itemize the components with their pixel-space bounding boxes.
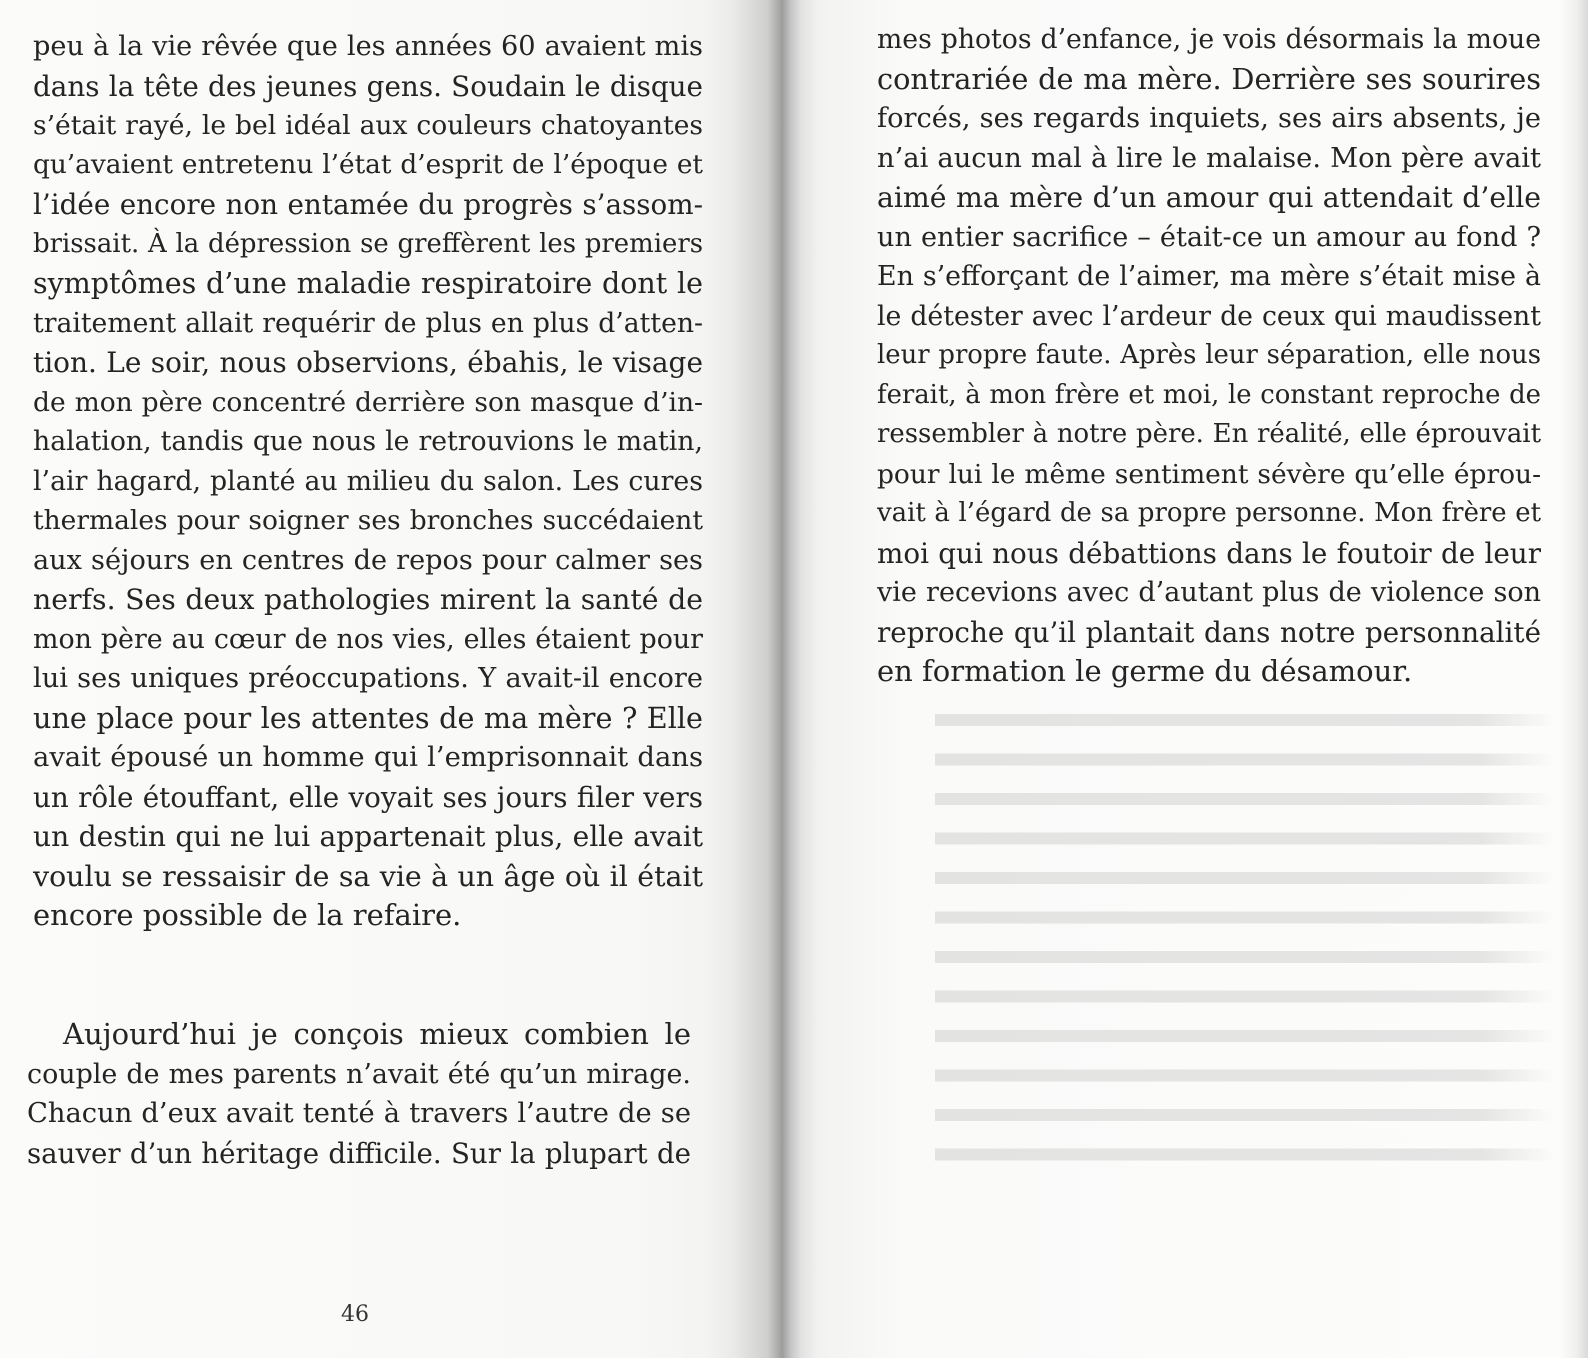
- text-line: moi qui nous débattions dans le foutoir de leur: [877, 536, 1541, 570]
- text-line: le détester avec l’ardeur de ceux qui maudissent: [877, 300, 1541, 332]
- text-line: un rôle étouffant, elle voyait ses jours filer vers: [33, 780, 703, 814]
- text-line: aux séjours en centres de repos pour calmer ses: [33, 544, 703, 576]
- left-paragraph-1: [33, 27, 703, 936]
- text-line: l’air hagard, planté au milieu du salon. Les cures: [33, 465, 703, 497]
- text-line: n’ai aucun mal à lire le malaise. Mon père avait: [877, 142, 1541, 174]
- text-line: en formation le germe du désamour.: [877, 654, 1413, 688]
- left-paragraph-2: [27, 1015, 691, 1173]
- text-line: encore possible de la refaire.: [33, 898, 462, 932]
- text-line: pour lui le même sentiment sévère qu’elle éprou-: [877, 458, 1541, 490]
- page-edge-shadow: [1560, 0, 1588, 1358]
- text-line: qu’avaient entretenu l’état d’esprit de l’époque et: [33, 149, 703, 180]
- text-line: vait à l’égard de sa propre personne. Mon frère et: [877, 498, 1541, 528]
- text-line: traitement allait requérir de plus en plus d’atten-: [33, 307, 703, 339]
- text-line: couple de mes parents n’avait été qu’un mirage.: [27, 1058, 691, 1090]
- text-line: vie recevions avec d’autant plus de violence son: [877, 577, 1541, 608]
- text-line: halation, tandis que nous le retrouvions le matin,: [33, 426, 703, 457]
- text-line: un destin qui ne lui appartenait plus, elle avait: [33, 820, 703, 853]
- text-line: contrariée de ma mère. Derrière ses sourires: [877, 61, 1541, 96]
- left-page: [0, 0, 784, 1358]
- text-line: ferait, à mon frère et moi, le constant reproche de: [877, 379, 1541, 410]
- reverse-side-show-through: [935, 700, 1555, 1170]
- text-line: leur propre faute. Après leur séparation, elle nous: [877, 340, 1541, 370]
- text-line: un entier sacrifice – était-ce un amour au fond ?: [877, 221, 1541, 253]
- text-line: s’était rayé, le bel idéal aux couleurs chatoyantes: [33, 110, 703, 141]
- text-line: sauver d’un héritage difficile. Sur la plupart de: [27, 1136, 691, 1170]
- text-line: voulu se ressaisir de sa vie à un âge où il était: [33, 859, 703, 893]
- text-line: une place pour les attentes de ma mère ? Elle: [33, 700, 703, 735]
- text-line: symptômes d’une maladie respiratoire dont le: [33, 267, 703, 300]
- text-line: Aujourd’hui je conçois mieux combien le: [63, 1017, 691, 1051]
- text-line: nerfs. Ses deux pathologies mirent la santé de: [33, 583, 703, 616]
- right-paragraph: [877, 20, 1541, 692]
- text-line: En s’efforçant de l’aimer, ma mère s’était mise à: [877, 261, 1541, 292]
- text-line: reproche qu’il plantait dans notre personnalité: [877, 615, 1541, 649]
- text-line: dans la tête des jeunes gens. Soudain le disque: [33, 69, 703, 103]
- text-line: mes photos d’enfance, je vois désormais la moue: [877, 24, 1541, 55]
- text-line: forcés, ses regards inquiets, ses airs absents, je: [877, 103, 1541, 134]
- text-line: aimé ma mère d’un amour qui attendait d’elle: [877, 181, 1541, 214]
- text-line: peu à la vie rêvée que les années 60 avaient mis: [33, 31, 703, 62]
- text-line: mon père au cœur de nos vies, elles étaient pour: [33, 623, 703, 655]
- page-number: 46: [341, 1302, 369, 1327]
- text-line: thermales pour soigner ses bronches succédaient: [33, 505, 703, 536]
- text-line: de mon père concentré derrière son masque d’in-: [33, 386, 703, 418]
- text-line: l’idée encore non entamée du progrès s’assom-: [33, 188, 703, 221]
- text-line: Chacun d’eux avait tenté à travers l’autre de se: [27, 1098, 691, 1129]
- text-line: brissait. À la dépression se greffèrent les premiers: [33, 228, 703, 259]
- text-line: ressembler à notre père. En réalité, elle éprouvait: [877, 419, 1541, 449]
- text-line: avait épousé un homme qui l’emprisonnait dans: [33, 742, 703, 773]
- text-line: lui ses uniques préoccupations. Y avait-il encore: [33, 663, 703, 694]
- text-line: tion. Le soir, nous observions, ébahis, le visage: [33, 346, 703, 379]
